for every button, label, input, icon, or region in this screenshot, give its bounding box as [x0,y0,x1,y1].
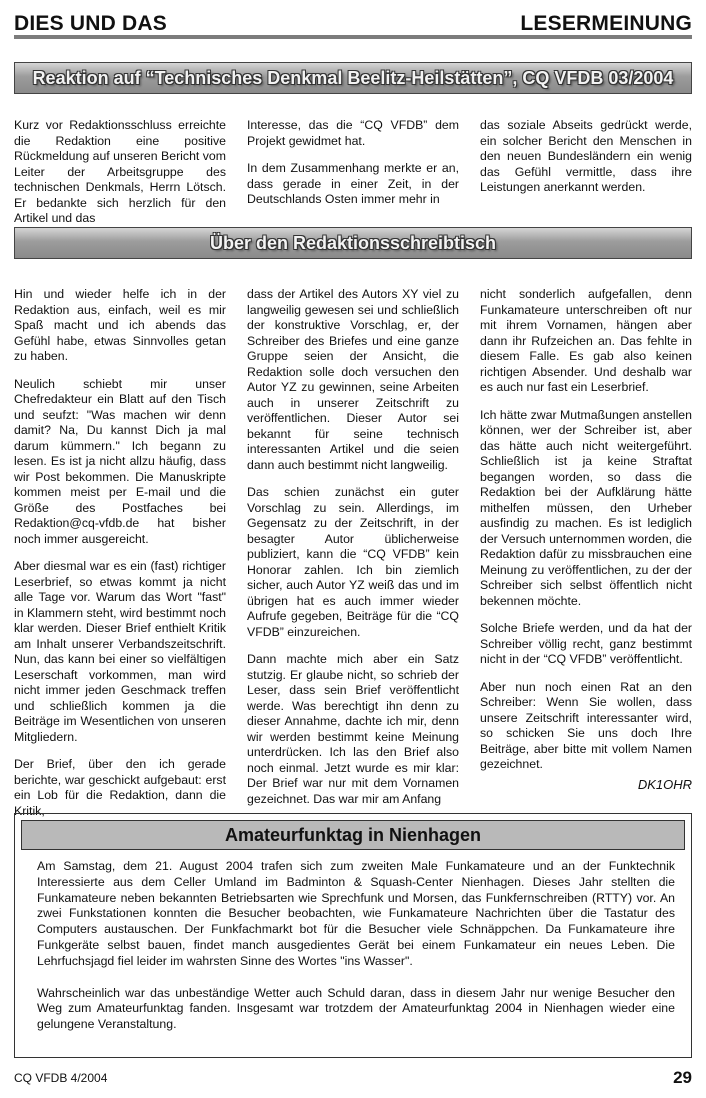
section1-column-3 [480,118,692,239]
section3-banner [21,820,685,850]
paragraph: Wahrscheinlich war das unbeständige Wetter auch Schuld daran, dass in diesem Jahr nur wenige Besucher den Weg zum Amateurfunktag fanden. Insgesamt war trotzdem der Amateurfunktag 2004 in Nienhagen wieder eine gelungene Veranstaltung. [37,985,675,1032]
section2-column-3 [480,287,692,831]
paragraph: Aber diesmal war es ein (fast) richtiger Leserbrief, so etwas kommt ja nicht alle Tage vor. Warum das Wort "fast" in Klammern steht, wird bestimmt noch klar werden. Dieser Brief enthielt Kritik am Inhalt unserer Verbandszeitschrift. Nun, das kann bei einer so vielfältigen Leserschaft vorkommen, man wird nicht immer jeden Geschmack treffen und schließlich kommen ja die Beiträge im Wesentlichen von unseren Mitgliedern. [14,559,226,744]
news-box [14,813,692,1058]
header-rule [14,35,692,39]
paragraph: Ich hätte zwar Mutmaßungen anstellen können, wer der Schreiber ist, aber das hätte auch nicht weitergeführt. Schließlich ist ja keine Straftat begangen worden, so dass die Redaktion bei der Aufklärung hätte mithelfen müssen, den Urheber ausfindig zu machen. Es ist lediglich der Versuch unternommen worden, die Redaktion dafür zu missbrauchen eine Meinung zu veröffentlichen, zu der der Schreiber sich selbst öffentlich nicht bekennen möchte. [480,407,692,608]
paragraph: Kurz vor Redaktionsschluss erreichte die Redaktion eine positive Rückmeldung auf unseren Bericht vom Leiter der Arbeitsgruppe des technischen Denkmals, Herrn Lötsch. Er bedankte sich herzlich für den Artikel und das [14,118,226,225]
header-left: DIES UND DAS [14,12,167,35]
section2-columns [14,287,692,831]
paragraph: dass der Artikel des Autors XY viel zu langweilig gewesen sei und schließlich der konstruktive Vorschlag, er, der Schreiber des Briefes und eine ganze Gruppe seien der Ansicht, die Redaktion solle doch versuchen den Autor YZ zu gewinnen, seine Arbeiten auch in unserer Zeitschrift zu veröffentlichen. Dieser Autor sei bekannt für seine technisch interessanten Artikel und die seien dann auch bestimmt nicht langweilig. [247,287,459,472]
paragraph: Aber nun noch einen Rat an den Schreiber: Wenn Sie wollen, dass unsere Zeitschrift interessanter wird, so schicken Sie uns doch Ihre Beiträge, aber bitte mit vollem Namen gezeichnet. [480,679,692,771]
section3-title: Amateurfunktag in Nienhagen [224,824,482,845]
paragraph: Am Samstag, dem 21. August 2004 trafen sich zum zweiten Male Funkamateure und an der Funktechnik Interessierte aus dem Celler Umland im Badminton & Squash-Center Nienhagen. Dieses Jahr stellten die Funkamateure neben bekannten Betriebsarten wie Sprechfunk und Morsen, das Funkfernschreiben (RTTY) vor. An zwei Funkstationen konnten die Besucher beobachten, wie Funkamateure Nachrichten über die Tastatur des Computers austauschen. Der Funkfachmarkt bot für die Besucher viele Schnäppchen. Da Funkamateure ihre Funkgeräte selbst bauen, findet manch ausgedientes Gerät bei einem Funkamateur ein neues Leben. Die Lehrfuchsjagd fiel leider im wahrsten Sinne des Wortes "ins Wasser". [37,859,675,968]
paragraph: Hin und wieder helfe ich in der Redaktion aus, einfach, weil es mir Spaß macht und ich abends das Gefühl habe, etwas Sinnvolles getan zu haben. [14,287,226,363]
section1-column-2 [247,118,459,239]
section3-body [37,859,675,1049]
paragraph: Der Brief, über den ich gerade berichte, war geschickt aufgebaut: erst ein Lob für die Redaktion, dann die Kritik, [14,757,226,818]
section1-title: Reaktion auf “Technisches Denkmal Beelitz-Heilstätten”, CQ VFDB 03/2004 [32,67,674,88]
section2-title: Über den Redaktionsschreibtisch [209,232,497,253]
section2-column-2 [247,287,459,831]
author-signature: DK1OHR [637,776,692,792]
header-right: LESERMEINUNG [520,12,692,35]
journal-issue: CQ VFDB 4/2004 [14,1071,108,1085]
paragraph: Interesse, das die “CQ VFDB” dem Projekt gewidmet hat. [247,118,459,148]
section1-column-1 [14,118,226,239]
section2-banner [14,227,692,259]
section2-column-1 [14,287,226,831]
paragraph: Neulich schiebt mir unser Chefredakteur ein Blatt auf den Tisch und seufzt: "Was machen wir denn damit? Na, Du kannst Dich ja mal darum kümmern." Ich begann zu lesen. Es ist ja nicht allzu häufig, dass wir Post bekommen. Die Manuskripte kommen meist per E-mail und die Größe des Postfaches bei Redaktion@cq-vfdb.de hat bisher noch immer ausgereicht. [14,376,226,546]
paragraph: In dem Zusammenhang merkte er an, dass gerade in einer Zeit, in der Deutschlands Osten immer mehr in [247,161,459,206]
paragraph: nicht sonderlich aufgefallen, denn Funkamateure unterschreiben oft nur mit ihrem Vornamen, hängen aber dann ihr Rufzeichen an. Das fehlte in diesem Falle. Es gab also keinen richtigen Absender. Und deshalb war es auch nur fast ein Leserbrief. [480,287,692,394]
paragraph: Dann machte mich aber ein Satz stutzig. Er glaube nicht, so schrieb der Leser, dass sein Brief veröffentlicht werde. Was berechtigt ihn denn zu dieser Annahme, dachte ich mir, denn wir werden bestimmt keine Meinung unterdrücken. Ich las den Brief also noch einmal. Jetzt wurde es mir klar: Der Brief war nur mit dem Vornamen gezeichnet. Das war mir am Anfang [247,652,459,806]
paragraph: Das schien zunächst ein guter Vorschlag zu sein. Allerdings, im Gegensatz zu der Zeitschrift, in der besagter Autor üblicherweise publiziert, kann die “CQ VFDB” kein Honorar zahlen. Ich bin ziemlich sicher, auch Autor YZ weiß das und im übrigen hat es auch immer wieder Aufrufe gegeben, Beiträge für die “CQ VFDB” einzureichen. [247,485,459,639]
page-number: 29 [673,1068,692,1087]
section1-columns [14,118,692,239]
page-footer [14,1068,692,1088]
section1-banner [14,62,692,94]
paragraph: das soziale Abseits gedrückt werde, ein solcher Bericht den Menschen in den neuen Bundesländern ein wenig das Gefühl vermittle, dass ihre Leistungen anerkannt werden. [480,118,692,194]
page-header [14,8,692,36]
paragraph: Solche Briefe werden, und da hat der Schreiber völlig recht, ganz bestimmt nicht in der “CQ VFDB” veröffentlicht. [480,621,692,666]
